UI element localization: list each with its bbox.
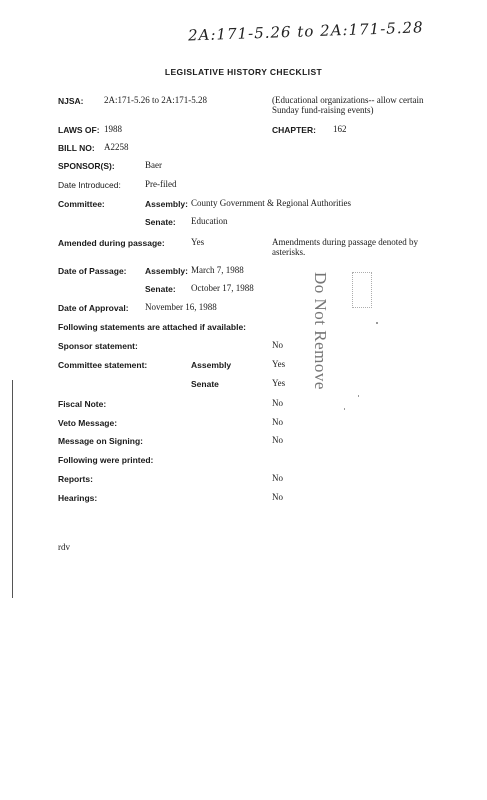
footer-initials: rdv: [58, 542, 70, 552]
sponsor-statement-label: Sponsor statement:: [58, 341, 138, 351]
hearings-label: Hearings:: [58, 493, 98, 503]
scan-speck: [376, 322, 378, 324]
chapter-value: 162: [333, 124, 347, 134]
bill-no-label: BILL NO:: [58, 143, 95, 153]
stamp-frame: [352, 272, 372, 308]
reports-label: Reports:: [58, 474, 93, 484]
committee-statement-assembly-label: Assembly: [191, 360, 232, 370]
date-introduced-value: Pre-filed: [145, 179, 177, 189]
do-not-remove-stamp: Do Not Remove: [311, 272, 330, 390]
committee-statement-senate-value: Yes: [272, 378, 286, 388]
passage-assembly-value: March 7, 1988: [191, 265, 244, 275]
passage-senate-label: Senate:: [145, 284, 176, 294]
amended-label: Amended during passage:: [58, 238, 165, 248]
sponsors-value: Baer: [145, 160, 162, 170]
committee-senate-label: Senate:: [145, 217, 176, 227]
scan-margin-line: [12, 380, 13, 598]
laws-of-value: 1988: [104, 124, 122, 134]
amended-value: Yes: [191, 237, 205, 247]
hearings-value: No: [272, 492, 283, 502]
reports-value: No: [272, 473, 283, 483]
passage-assembly-label: Assembly:: [145, 266, 188, 276]
amended-note: Amendments during passage denoted by asterisks.: [272, 237, 418, 257]
signing-message-label: Message on Signing:: [58, 436, 144, 446]
bill-no-value: A2258: [104, 142, 129, 152]
signing-message-value: No: [272, 435, 283, 445]
sponsor-statement-value: No: [272, 340, 283, 350]
approval-label: Date of Approval:: [58, 303, 129, 313]
committee-senate-value: Education: [191, 216, 228, 226]
committee-statement-senate-label: Senate: [191, 379, 219, 389]
veto-message-label: Veto Message:: [58, 418, 118, 428]
laws-of-label: LAWS OF:: [58, 125, 100, 135]
page-title: LEGISLATIVE HISTORY CHECKLIST: [164, 67, 323, 77]
committee-statement-assembly-value: Yes: [272, 359, 286, 369]
njsa-description: (Educational organizations-- allow certain Sunday fund-raising events): [272, 95, 424, 115]
statements-heading: Following statements are attached if available:: [58, 322, 246, 332]
approval-value: November 16, 1988: [145, 302, 217, 312]
njsa-label: NJSA:: [58, 96, 84, 106]
fiscal-note-value: No: [272, 398, 283, 408]
date-introduced-label: Date Introduced:: [58, 180, 121, 190]
printed-heading: Following were printed:: [58, 455, 154, 465]
passage-senate-value: October 17, 1988: [191, 283, 254, 293]
committee-label: Committee:: [58, 199, 105, 209]
passage-label: Date of Passage:: [58, 266, 127, 276]
njsa-value: 2A:171-5.26 to 2A:171-5.28: [104, 95, 207, 105]
sponsors-label: SPONSOR(S):: [58, 161, 115, 171]
fiscal-note-label: Fiscal Note:: [58, 399, 107, 409]
committee-assembly-label: Assembly:: [145, 199, 188, 209]
veto-message-value: No: [272, 417, 283, 427]
scan-speck: [358, 395, 359, 397]
scan-speck: [344, 408, 345, 410]
chapter-label: CHAPTER:: [272, 125, 316, 135]
handwritten-statute-note: 2A:171-5.26 to 2A:171-5.28: [187, 18, 424, 45]
committee-statement-label: Committee statement:: [58, 360, 148, 370]
committee-assembly-value: County Government & Regional Authorities: [191, 198, 351, 208]
